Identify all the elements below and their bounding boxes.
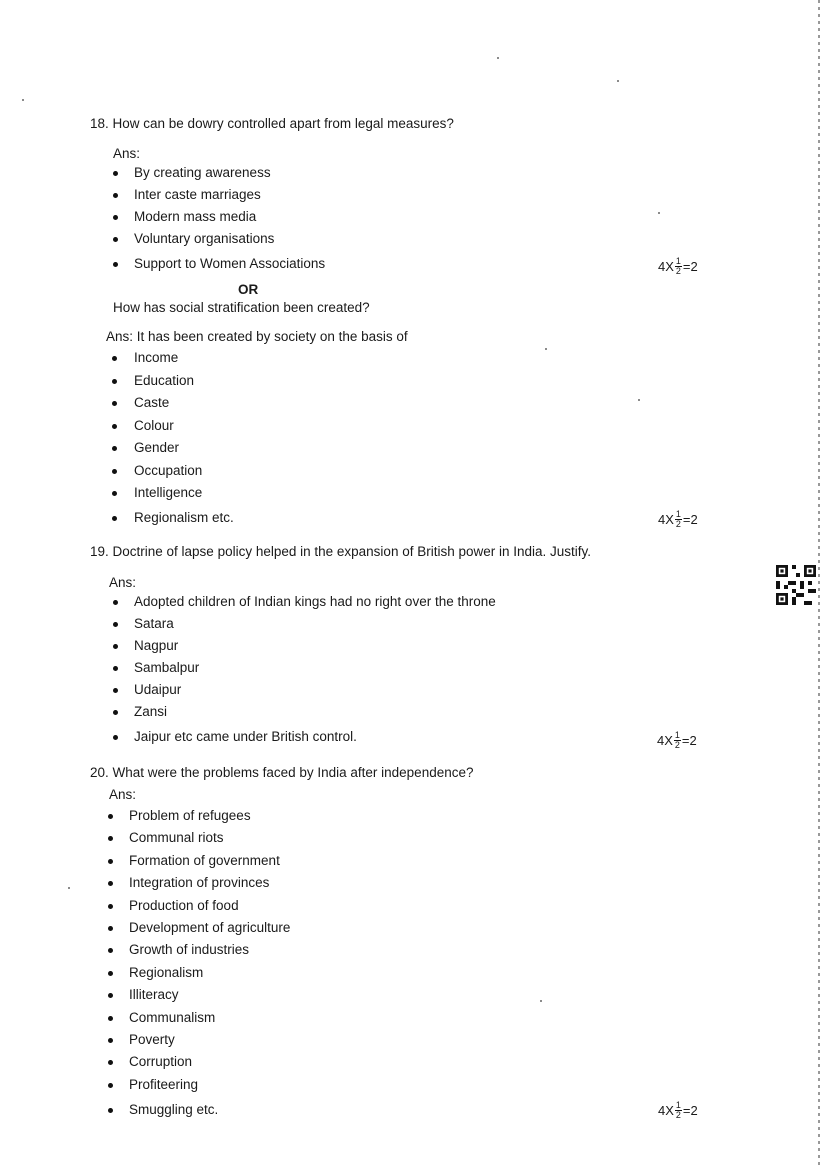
list-item-text: Illiteracy [129, 987, 179, 1003]
list-item-text: Education [134, 372, 195, 388]
marks-lead: 4X [657, 733, 673, 748]
marks-fraction [675, 257, 682, 276]
bullet-icon [108, 926, 113, 931]
qr-code-icon [776, 565, 816, 605]
question-19: 19. Doctrine of lapse policy helped in the expansion of British power in India. Justify. [90, 544, 592, 559]
q18-ans-label: Ans: [113, 146, 141, 161]
marks-fraction [675, 1101, 682, 1120]
list-item-text: Profiteering [129, 1076, 199, 1092]
marks-fraction [675, 510, 682, 529]
list-item-text: Poverty [129, 1032, 175, 1047]
scan-speck [68, 887, 70, 889]
q18-marks [658, 257, 698, 276]
bullet-icon [112, 446, 117, 451]
marks-tail: =2 [682, 259, 698, 274]
list-item-text: Intelligence [134, 485, 203, 500]
scan-speck [638, 399, 640, 401]
list-item-text: Jaipur etc came under British control. [134, 729, 357, 744]
list-item-text: Satara [134, 616, 174, 631]
list-item-text: Sambalpur [134, 660, 200, 675]
list-item-text: Growth of industries [129, 942, 250, 958]
q20-ans-label: Ans: [109, 787, 137, 802]
marks-num: 1 [675, 256, 681, 266]
list-item-text: Regionalism [129, 964, 204, 980]
list-item-text: Integration of provinces [129, 875, 270, 891]
marks-tail: =2 [681, 733, 697, 748]
bullet-icon [113, 262, 118, 267]
bullet-icon [108, 859, 113, 864]
list-item-text: Problem of refugees [129, 808, 251, 823]
scan-speck [545, 348, 547, 350]
marks-tail: =2 [682, 1103, 698, 1118]
bullet-icon [113, 600, 118, 605]
bullet-icon [108, 1038, 113, 1043]
list-item-text: Caste [134, 395, 170, 410]
marks-num: 1 [674, 730, 680, 740]
scan-speck [617, 80, 619, 82]
marks-num: 1 [675, 1100, 681, 1110]
list-item-text: Communalism [129, 1009, 216, 1025]
list-item-text: Communal riots [129, 830, 224, 846]
marks-den: 2 [675, 1110, 681, 1120]
bullet-icon [108, 1016, 113, 1021]
list-item-text: Gender [134, 440, 180, 455]
marks-lead: 4X [658, 259, 674, 274]
list-item-text: Udaipur [134, 682, 182, 697]
bullet-icon [113, 215, 118, 220]
list-item-text: Regionalism etc. [134, 510, 234, 525]
marks-fraction [674, 731, 681, 750]
marks-den: 2 [674, 740, 680, 750]
bullet-icon [113, 193, 118, 198]
question-18: 18. How can be dowry controlled apart from legal measures? [90, 116, 454, 131]
scan-speck [540, 1000, 542, 1002]
bullet-icon [108, 814, 113, 819]
list-item-text: Colour [134, 417, 174, 433]
list-item-text: Income [134, 350, 179, 365]
q19-ans-label: Ans: [109, 575, 137, 590]
bullet-icon [113, 622, 118, 627]
alt-question-18: How has social stratification been created? [113, 300, 370, 315]
bullet-icon [108, 1083, 113, 1088]
bullet-icon [113, 666, 118, 671]
list-item-text: Modern mass media [134, 209, 257, 224]
bullet-icon [112, 516, 117, 521]
bullet-icon [112, 379, 117, 384]
list-item-text: Corruption [129, 1054, 193, 1070]
bullet-icon [108, 836, 113, 841]
bullet-icon [113, 688, 118, 693]
bullet-icon [112, 491, 117, 496]
list-item-text: Development of agriculture [129, 920, 291, 935]
list-item-text: Zansi [134, 704, 168, 719]
bullet-icon [112, 356, 117, 361]
bullet-icon [113, 644, 118, 649]
bullet-icon [113, 735, 118, 740]
bullet-icon [113, 237, 118, 242]
list-item-text: Occupation [134, 462, 203, 478]
scan-speck [497, 57, 499, 59]
bullet-icon [108, 1060, 113, 1065]
list-item-text: Smuggling etc. [129, 1101, 219, 1117]
scan-speck [22, 99, 24, 101]
or-label: OR [238, 282, 259, 297]
list-item-text: By creating awareness [134, 165, 271, 180]
list-item-text: Adopted children of Indian kings had no right over the throne [134, 594, 496, 609]
list-item-text: Support to Women Associations [134, 256, 326, 271]
bullet-icon [113, 710, 118, 715]
bullet-icon [108, 881, 113, 886]
q18-alt-marks [658, 510, 698, 529]
q19-marks [657, 731, 697, 750]
bullet-icon [108, 971, 113, 976]
marks-lead: 4X [658, 512, 674, 527]
bullet-icon [108, 993, 113, 998]
bullet-icon [112, 401, 117, 406]
bullet-icon [108, 948, 113, 953]
marks-lead: 4X [658, 1103, 674, 1118]
q20-marks [658, 1101, 698, 1120]
bullet-icon [112, 424, 117, 429]
list-item-text: Formation of government [129, 852, 280, 868]
bullet-icon [108, 904, 113, 909]
marks-den: 2 [675, 519, 681, 529]
list-item-text: Production of food [129, 897, 239, 913]
marks-tail: =2 [682, 512, 698, 527]
scan-speck [658, 212, 660, 214]
question-20: 20. What were the problems faced by India after independence? [90, 765, 474, 780]
list-item-text: Inter caste marriages [134, 187, 261, 202]
list-item-text: Voluntary organisations [134, 231, 275, 246]
bullet-icon [113, 171, 118, 176]
marks-den: 2 [675, 266, 681, 276]
marks-num: 1 [675, 509, 681, 519]
scan-edge-line [818, 0, 820, 1169]
bullet-icon [108, 1108, 113, 1113]
list-item-text: Nagpur [134, 638, 179, 653]
bullet-icon [112, 469, 117, 474]
alt-ans-label: Ans: It has been created by society on the basis of [106, 329, 408, 344]
